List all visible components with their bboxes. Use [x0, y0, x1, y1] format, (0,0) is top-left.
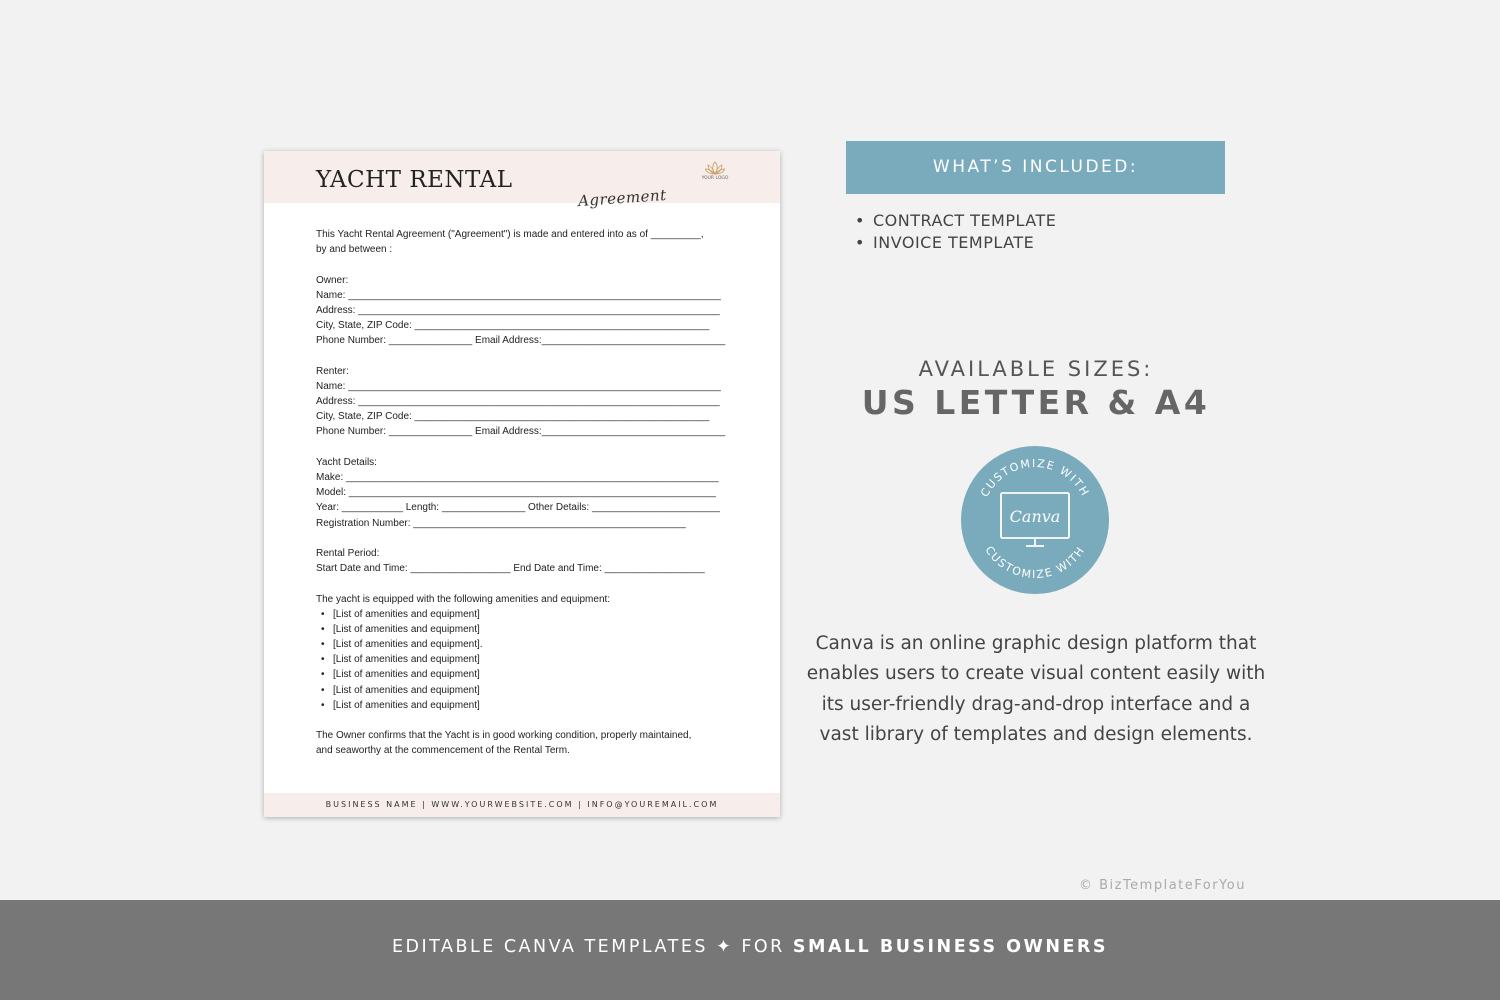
included-list	[855, 210, 1056, 254]
rental-heading: Rental Period:	[316, 547, 380, 559]
document-preview	[264, 151, 780, 817]
renter-heading: Renter:	[316, 365, 349, 377]
rental-dates-field: Start Date and Time: __________________ End Date and Time: __________________	[316, 563, 705, 575]
owner-phone-field: Phone Number: _______________ Email Address:_________________________________	[316, 335, 726, 347]
document-title: YACHT RENTAL	[316, 167, 513, 193]
amenity-item: • [List of amenities and equipment]	[316, 607, 726, 622]
intro-line: by and between :	[316, 244, 393, 256]
amenity-item: • [List of amenities and equipment]	[316, 652, 726, 667]
copyright-text: © BizTemplateForYou	[1078, 878, 1246, 893]
document-logo	[700, 161, 730, 181]
banner-text	[0, 937, 1500, 957]
amenity-item: • [List of amenities and equipment].	[316, 637, 726, 652]
amenities-intro: The yacht is equipped with the following amenities and equipment:	[316, 593, 611, 605]
renter-address-field: Address: _________________________________________________________________	[316, 396, 720, 408]
document-footer: BUSINESS NAME | WWW.YOURWEBSITE.COM | INFO@YOUREMAIL.COM	[264, 793, 780, 817]
whats-included-heading: WHAT’S INCLUDED:	[846, 141, 1225, 194]
banner-part3: SMALL BUSINESS OWNERS	[792, 937, 1109, 957]
banner-part2: FOR	[741, 937, 785, 957]
customize-with-canva-badge	[960, 445, 1110, 595]
closing-line: The Owner confirms that the Yacht is in good working condition, properly maintained,	[316, 730, 692, 742]
badge-bottom-text: CUSTOMIZE WITH	[982, 543, 1088, 582]
available-sizes-value: US LETTER & A4	[861, 383, 1211, 422]
yacht-make-field: Make: ___________________________________________________________________	[316, 472, 719, 483]
available-sizes-label: AVAILABLE SIZES:	[918, 357, 1154, 381]
canva-wordmark: Canva	[1009, 507, 1061, 526]
banner-part1: EDITABLE CANVA TEMPLATES	[391, 937, 709, 957]
badge-top-text: CUSTOMIZE WITH	[978, 456, 1092, 500]
included-item: • CONTRACT TEMPLATE	[855, 210, 1056, 232]
logo-text: YOUR LOGO	[701, 176, 729, 181]
lotus-icon	[705, 161, 725, 175]
owner-name-field: Name: ___________________________________________________________________	[316, 289, 721, 301]
renter-name-field: Name: ___________________________________________________________________	[316, 380, 721, 392]
included-item: • INVOICE TEMPLATE	[855, 232, 1056, 254]
sparkle-icon: ✦	[716, 937, 734, 957]
yacht-registration-field: Registration Number: _________________________________________________	[316, 517, 686, 529]
document-subtitle: Agreement	[577, 185, 668, 211]
document-body	[316, 227, 726, 759]
amenity-item: • [List of amenities and equipment]	[316, 683, 726, 698]
renter-phone-field: Phone Number: _______________ Email Address:_________________________________	[316, 426, 726, 438]
yacht-model-field: Model: __________________________________________________________________	[316, 487, 716, 499]
owner-heading: Owner:	[316, 274, 349, 286]
amenity-item: • [List of amenities and equipment]	[316, 667, 726, 682]
intro-line: This Yacht Rental Agreement ("Agreement") is made and entered into as of _________,	[316, 229, 704, 240]
document-header	[264, 151, 780, 211]
owner-city-field: City, State, ZIP Code: _____________________________________________________	[316, 320, 710, 332]
owner-address-field: Address: _________________________________________________________________	[316, 304, 720, 316]
amenity-item: • [List of amenities and equipment]	[316, 622, 726, 637]
renter-city-field: City, State, ZIP Code: _____________________________________________________	[316, 411, 710, 423]
amenity-item: • [List of amenities and equipment]	[316, 698, 726, 713]
yacht-year-field: Year: ___________ Length: _______________ Other Details: _______________________	[316, 502, 720, 514]
yacht-heading: Yacht Details:	[316, 456, 377, 468]
closing-line: and seaworthy at the commencement of the Rental Term.	[316, 745, 570, 757]
canva-description: Canva is an online graphic design platform that enables users to create visual content easily with its user-friendly drag-and-drop interface and a vast library of templates and design elements.	[806, 633, 1266, 745]
